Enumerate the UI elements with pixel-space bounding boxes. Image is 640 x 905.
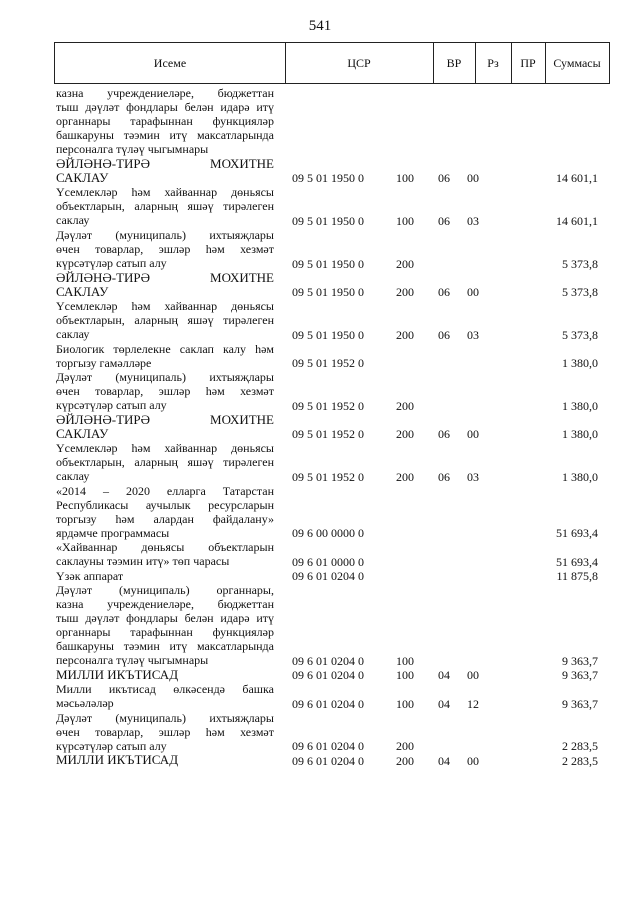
row-csr: 09 6 01 0204 0 (292, 668, 364, 683)
row-sum: 11 875,8 (556, 568, 598, 583)
row-name-line: «Хайваннар дөньясы объектларын (56, 540, 274, 555)
row-vr: 200 (396, 284, 414, 299)
row-rz: 04 (438, 668, 450, 683)
row-name-line: Үзәк аппарат (56, 568, 124, 583)
row-name-line: персоналга түләү чыгымнары (56, 142, 209, 156)
row-name (56, 569, 274, 583)
row-vr: 200 (396, 753, 414, 768)
row-name-line: торгызу гамәлләре (56, 355, 152, 370)
row-csr: 09 6 01 0204 0 (292, 696, 364, 711)
row-pr: 00 (467, 426, 479, 441)
row-name (56, 370, 274, 412)
row-pr: 03 (467, 327, 479, 342)
header-vr: ВР (433, 43, 476, 83)
row-rz: 06 (438, 171, 450, 186)
row-rz: 06 (438, 469, 450, 484)
row-name-line: Үсемлекләр һәм хайваннар дөньясы (56, 441, 274, 455)
row-csr: 09 5 01 1952 0 (292, 355, 364, 370)
table-row (0, 299, 640, 342)
row-name-line: ӘЙЛӘНӘ-ТИРӘ МОХИТНЕ (56, 411, 274, 427)
row-name-line: ярдәмче программасы (56, 525, 170, 540)
row-name-line: МИЛЛИ ИКЪТИСАД (56, 752, 179, 768)
row-name (56, 682, 274, 710)
header-name: Исеме (55, 43, 286, 83)
row-name-line: органнары тарафыннан функцияләр (56, 114, 274, 128)
row-name (56, 86, 274, 156)
row-name (56, 583, 274, 667)
row-rz: 04 (438, 753, 450, 768)
row-name (56, 228, 274, 270)
row-rz: 06 (438, 426, 450, 441)
row-name-line: Дәүләт (муниципаль) ихтыяҗлары (56, 710, 274, 725)
table-row (0, 711, 640, 754)
table-header (54, 42, 610, 84)
row-vr: 200 (396, 327, 414, 342)
row-name-line: саклау (56, 213, 90, 228)
row-sum: 51 693,4 (556, 526, 598, 541)
row-name (56, 157, 274, 185)
row-name-line: өчен товарлар, эшләр һәм хезмәт (56, 384, 274, 398)
row-name-line: МИЛЛИ ИКЪТИСАД (56, 667, 179, 683)
table-row (0, 228, 640, 271)
row-csr: 09 5 01 1952 0 (292, 469, 364, 484)
row-vr: 200 (396, 426, 414, 441)
row-rz: 06 (438, 284, 450, 299)
table-row (0, 540, 640, 568)
row-csr: 09 6 01 0204 0 (292, 753, 364, 768)
row-sum: 9 363,7 (562, 654, 598, 669)
table-row (0, 484, 640, 541)
row-vr: 100 (396, 654, 414, 669)
row-name-line: Милли икътисад өлкәсендә башка (56, 682, 274, 697)
row-name-line: казна учреждениеләре, бюджеттан (56, 86, 274, 100)
table-row (0, 370, 640, 413)
table-row (0, 668, 640, 682)
row-name-line: САКЛАУ (56, 283, 109, 299)
row-name (56, 299, 274, 341)
row-sum: 2 283,5 (562, 739, 598, 754)
row-sum: 9 363,7 (562, 668, 598, 683)
table-row (0, 185, 640, 228)
row-name-line: тыш дәүләт фондлары белән идарә итү (56, 100, 274, 114)
row-sum: 1 380,0 (562, 398, 598, 413)
row-sum: 1 380,0 (562, 355, 598, 370)
row-csr: 09 5 01 1950 0 (292, 171, 364, 186)
row-pr: 00 (467, 753, 479, 768)
row-name-line: күрсәтүләр сатып алу (56, 738, 167, 753)
row-name (56, 540, 274, 568)
row-pr: 00 (467, 668, 479, 683)
row-name (56, 342, 274, 370)
row-name-line: башкаруны тәэмин итү максатларында (56, 128, 274, 142)
row-sum: 2 283,5 (562, 753, 598, 768)
row-name-line: торгызу һәм алардан файдалану» (56, 511, 274, 526)
row-name-line: САКЛАУ (56, 425, 109, 441)
row-csr: 09 6 01 0000 0 (292, 554, 364, 569)
row-name (56, 753, 274, 767)
header-rz: Рз (475, 43, 512, 83)
row-name-line: Биологик төрлелекне саклап калу һәм (56, 341, 274, 356)
table-row (0, 441, 640, 484)
row-name-line: ӘЙЛӘНӘ-ТИРӘ МОХИТНЕ (56, 156, 274, 171)
row-sum: 14 601,1 (556, 213, 598, 228)
row-rz: 04 (438, 696, 450, 711)
table-row (0, 86, 640, 157)
row-pr: 03 (467, 213, 479, 228)
row-name-line: объектларын, аларның яшәү тирәлеген (56, 199, 274, 214)
row-vr: 100 (396, 668, 414, 683)
row-name-line: өчен товарлар, эшләр һәм хезмәт (56, 724, 274, 739)
row-vr: 200 (396, 398, 414, 413)
row-csr: 09 5 01 1950 0 (292, 284, 364, 299)
row-name-line: күрсәтүләр сатып алу (56, 256, 167, 270)
row-name-line: Республикасы аучылык ресурсларын (56, 497, 274, 512)
row-sum: 14 601,1 (556, 171, 598, 186)
row-vr: 200 (396, 739, 414, 754)
header-csr: ЦСР (285, 43, 434, 83)
table-row (0, 583, 640, 668)
row-name (56, 668, 274, 682)
table-row (0, 157, 640, 185)
header-sum: Суммасы (553, 56, 601, 70)
row-name-line: ӘЙЛӘНӘ-ТИРӘ МОХИТНЕ (56, 269, 274, 285)
row-name-line: мәсьәләләр (56, 696, 114, 711)
row-csr: 09 5 01 1950 0 (292, 213, 364, 228)
table-row (0, 413, 640, 441)
row-name-line: башкаруны тәэмин итү максатларында (56, 639, 274, 653)
row-sum: 1 380,0 (562, 469, 598, 484)
row-name-line: Дәүләт (муниципаль) ихтыяҗлары (56, 370, 274, 384)
row-rz: 06 (438, 327, 450, 342)
row-sum: 5 373,8 (562, 284, 598, 299)
row-csr: 09 5 01 1950 0 (292, 256, 364, 271)
row-sum: 5 373,8 (562, 327, 598, 342)
row-name (56, 711, 274, 753)
row-name-line: органнары тарафыннан функцияләр (56, 625, 274, 639)
row-name-line: Үсемлекләр һәм хайваннар дөньясы (56, 185, 274, 200)
row-name (56, 441, 274, 483)
row-rz: 06 (438, 213, 450, 228)
row-csr: 09 6 01 0204 0 (292, 654, 364, 669)
row-name (56, 185, 274, 227)
row-name-line: өчен товарлар, эшләр һәм хезмәт (56, 242, 274, 256)
row-sum: 9 363,7 (562, 696, 598, 711)
row-name (56, 271, 274, 299)
row-name-line: объектларын, аларның яшәү тирәлеген (56, 455, 274, 469)
row-pr: 00 (467, 284, 479, 299)
row-name-line: Дәүләт (муниципаль) органнары, (56, 583, 274, 597)
row-name-line: персоналга түләү чыгымнары (56, 653, 209, 667)
row-sum: 51 693,4 (556, 554, 598, 569)
row-name-line: күрсәтүләр сатып алу (56, 398, 167, 412)
row-name (56, 484, 274, 540)
row-vr: 100 (396, 171, 414, 186)
row-vr: 100 (396, 696, 414, 711)
row-sum: 1 380,0 (562, 426, 598, 441)
row-vr: 200 (396, 256, 414, 271)
row-csr: 09 6 01 0204 0 (292, 568, 364, 583)
row-name-line: тыш дәүләт фондлары белән идарә итү (56, 611, 274, 625)
row-pr: 12 (467, 696, 479, 711)
row-csr: 09 5 01 1952 0 (292, 426, 364, 441)
row-csr: 09 5 01 1952 0 (292, 398, 364, 413)
table-row (0, 271, 640, 299)
row-name-line: Үсемлекләр һәм хайваннар дөньясы (56, 299, 274, 313)
row-name-line: саклау (56, 327, 90, 341)
row-name-line: объектларын, аларның яшәү тирәлеген (56, 313, 274, 327)
page-number: 541 (308, 18, 332, 34)
row-pr: 00 (467, 171, 479, 186)
row-name-line: саклау (56, 469, 90, 483)
row-name (56, 413, 274, 441)
row-name-line: «2014 – 2020 елларга Татарстан (56, 483, 274, 498)
row-csr: 09 6 00 0000 0 (292, 526, 364, 541)
table-row (0, 569, 640, 583)
row-pr: 03 (467, 469, 479, 484)
table-row (0, 342, 640, 370)
row-sum: 5 373,8 (562, 256, 598, 271)
row-name-line: САКЛАУ (56, 170, 109, 185)
table-row (0, 682, 640, 710)
row-name-line: казна учреждениеләре, бюджеттан (56, 597, 274, 611)
row-vr: 200 (396, 469, 414, 484)
table-row (0, 753, 640, 767)
row-csr: 09 5 01 1950 0 (292, 327, 364, 342)
header-pr: ПР (511, 43, 546, 83)
row-csr: 09 6 01 0204 0 (292, 739, 364, 754)
row-name-line: Дәүләт (муниципаль) ихтыяҗлары (56, 228, 274, 242)
row-vr: 100 (396, 213, 414, 228)
row-name-line: саклауны тәэмин итү» төп чарасы (56, 554, 230, 569)
